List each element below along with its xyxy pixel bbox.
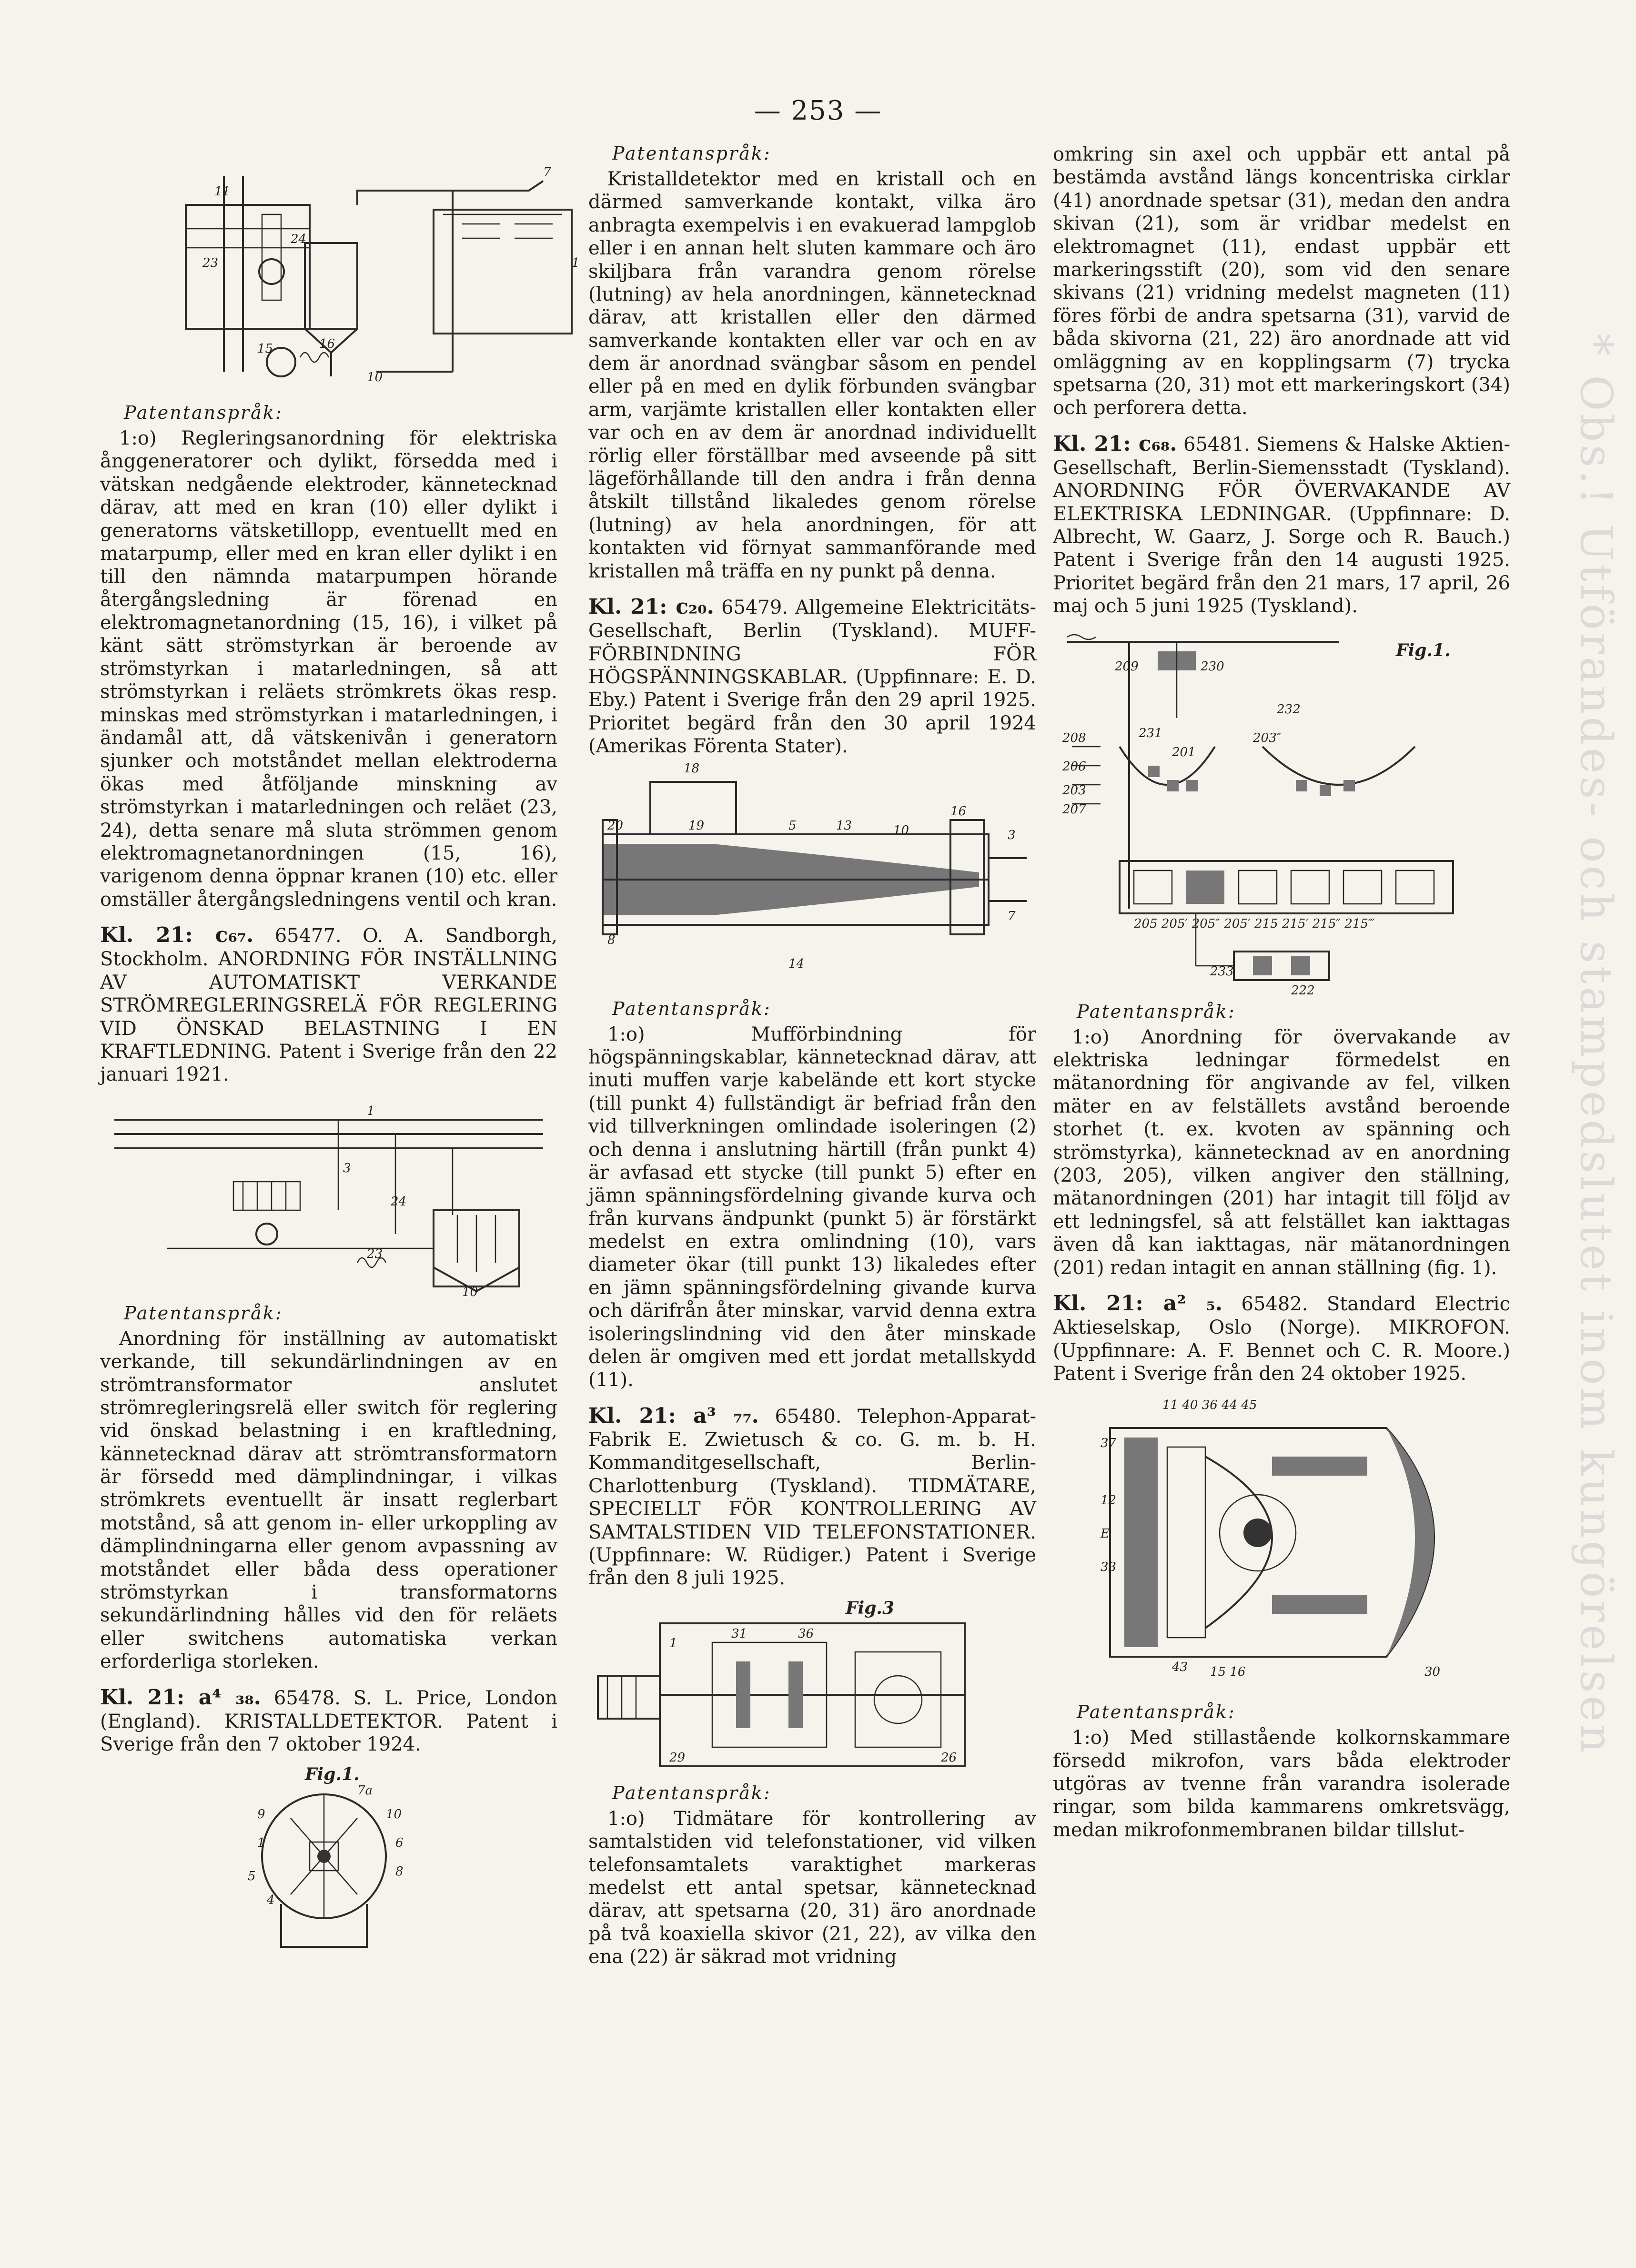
svg-text:15 16: 15 16 <box>1210 1665 1246 1680</box>
svg-text:231: 231 <box>1139 726 1162 740</box>
svg-text:23: 23 <box>367 1246 383 1261</box>
svg-text:37: 37 <box>1101 1436 1117 1451</box>
svg-text:10: 10 <box>386 1807 402 1822</box>
svg-text:9: 9 <box>257 1807 265 1822</box>
svg-text:201: 201 <box>1172 745 1196 759</box>
svg-text:209: 209 <box>1115 659 1139 674</box>
figure-crystal-detector <box>100 1761 557 1961</box>
svg-text:16: 16 <box>319 337 335 351</box>
svg-text:7a: 7a <box>357 1783 373 1798</box>
patent-entry-65478 <box>100 1685 557 1756</box>
svg-text:207: 207 <box>1062 802 1086 817</box>
svg-text:23: 23 <box>202 256 219 270</box>
svg-text:233: 233 <box>1210 964 1234 979</box>
svg-text:203: 203 <box>1062 783 1086 798</box>
figure-line-monitor <box>1053 623 1510 998</box>
svg-text:14: 14 <box>788 956 805 971</box>
svg-text:30: 30 <box>1424 1665 1441 1680</box>
line-monitor-svg <box>1053 623 1510 998</box>
patent-text-65482: 65482. Standard Electric Aktieselskap, Oslo (Norge). MIKROFON. (Uppfinnare: A. F. Bennet och C. R. Moore.) Patent i Sverige från den 24 oktober 1925. <box>1053 1293 1511 1385</box>
patent-text-65477: 65477. O. A. Sandborgh, Stockholm. ANORDNING FÖR INSTÄLLNING AV AUTOMATISKT VERKANDE STRÖMREGLERINGSRELÄ FÖR REGLERING VID ÖNSKAD BELASTNING I EN KRAFTLEDNING. Patent i Sverige från den 22 januari 1921. <box>100 925 557 1086</box>
svg-text:E: E <box>1101 1527 1110 1541</box>
claim-label-6: Patentanspråk: <box>1077 1001 1236 1022</box>
svg-text:8: 8 <box>395 1864 404 1879</box>
patent-entry-65482 <box>1053 1291 1510 1385</box>
figure-cable-joint <box>588 763 1036 992</box>
patent-class-65480: Kl. 21: a³ ₇₇. <box>588 1403 759 1428</box>
figure-timer <box>588 1595 1036 1776</box>
claim-text-1: 1:o) Regleringsanordning för elektriska ånggeneratorer och dylikt, försedda med i vätskan nedgående elektroder, kännetecknad därav, att med en kran (10) eller dylikt i generatorns vätsketillopp, eventuellt med en matarpump, eller med en kran eller dylikt i en till den nämnda matarpumpen hörande återgångsledning är förenad en elektromagnetanordning (15, 16), i vilket på känt sätt strömstyrkan är beroende av strömstyrkan i matarledningen, så att strömstyrkan i reläets strömkrets ökas resp. minskas med strömstyrkan i matarledningen, i ändamål att, då vätskenivån i generatorn sjunker och motståndet mellan elektroderna ökas med åtföljande minskning av strömstyrkan i matarledningen och reläet (23, 24), detta senare må sluta strömmen genom elektromagnetanordningen (15, 16), varigenom denna öppnar kranen (10) etc. eller omställer återgångsledningens ventil och kran. <box>100 427 557 911</box>
svg-text:232: 232 <box>1277 702 1301 717</box>
patent-class-65479: Kl. 21: c₂₀. <box>588 595 714 619</box>
svg-text:12: 12 <box>1101 1493 1117 1508</box>
svg-text:3: 3 <box>343 1161 351 1175</box>
svg-text:11 40 36 44 45: 11 40 36 44 45 <box>1162 1398 1257 1413</box>
claim-text-5: 1:o) Tidmätare för kontrollering av samtalstiden vid telefonstationer, vid vilken telefonsamtalets varaktighet markeras medelst ett antal spetsar, kännetecknad därav, att spetsarna (20, 31) äro anordnade på två koaxiella skivor (21, 22), av vilka den ena (22) är säkrad mot vridning <box>588 1807 1036 1968</box>
claim-label-5: Patentanspråk: <box>612 1782 771 1803</box>
claim-label-1: Patentanspråk: <box>124 402 283 423</box>
svg-text:13: 13 <box>836 818 852 833</box>
claim-text-6: 1:o) Anordning för övervakande av elektriska ledningar förmedelst en mätanordning för angivande av fel, vilken mäter en av felställets avstånd beroende storhet (t. ex. kvoten av spänning och strömstyrka), kännetecknad av en anordning (203, 205), vilken angiver den ställning, mätanordningen (201) har intagit till följd av ett ledningsfel, så att felstället kan iakttagas även då kan iakttagas, när mätanordningen (201) redan intagit en annan ställning (fig. 1). <box>1053 1026 1510 1279</box>
svg-text:10: 10 <box>367 370 383 385</box>
svg-text:26: 26 <box>941 1750 957 1765</box>
svg-text:7: 7 <box>1008 909 1016 923</box>
svg-text:205 205′ 205″ 205′ 215 215′: 205 205′ 205″ 205′ 215 215′ 215″ 215‴ <box>1134 916 1375 931</box>
svg-text:1: 1 <box>572 256 580 270</box>
patent-class-65481: Kl. 21: c₆₈. <box>1053 431 1177 456</box>
svg-text:16: 16 <box>950 804 967 819</box>
figure-transformer-diagram <box>100 1091 557 1299</box>
svg-text:31: 31 <box>731 1626 747 1641</box>
claim-text-3: Kristalldetektor med en kristall och en därmed samverkande kontakt, vilka äro anbragta exempelvis i en evakuerad lampglob eller i en annan helt sluten kammare och äro skiljbara från varandra genom rörelse (lutning) av hela anordningen, kännetecknad därav, att kristallen eller den därmed samverkande kontakten eller var och en av dem är anordnad svängbar såsom en pendel eller på en med en dylik förbunden svängbar arm, varjämte kristallen eller kontakten eller var och en av dem är anordnad individuellt rörlig eller förställbar med avseende på sitt lägeförhållande till den andra i från denna åtskilt tillstånd likaledes genom rörelse (lutning) av hela anordningen, för att kontakten vid förnyat sammanförande med kristallen må träffa en ny punkt på denna. <box>588 168 1036 582</box>
patent-entry-65481 <box>1053 431 1510 618</box>
svg-text:222: 222 <box>1291 983 1315 998</box>
patent-text-65478: 65478. S. L. Price, London (England). KRISTALLDETEKTOR. Patent i Sverige från den 7 oktober 1924. <box>100 1687 557 1756</box>
side-watermark: * Obs.! Utförandes- och stampedslutet inom kungörelsen <box>1571 334 1622 1756</box>
microphone-svg <box>1053 1390 1510 1695</box>
fig1-label: Fig.1. <box>1396 640 1451 660</box>
claim-text-7: 1:o) Med stillastående kolkornskammare försedd mikrofon, vars båda elektroder utgöras av tvenne från varandra isolerade ringar, som bilda kammarens omkretsvägg, medan mikrofonmembranen bildar tillslut- <box>1053 1727 1510 1841</box>
svg-text:33: 33 <box>1101 1560 1117 1575</box>
svg-text:10: 10 <box>462 1285 478 1299</box>
fig-label-crystal: Fig.1. <box>305 1764 360 1784</box>
svg-text:10: 10 <box>893 823 909 838</box>
transformer-diagram-svg <box>100 1091 557 1299</box>
column-3 <box>1053 143 1510 1842</box>
svg-text:24: 24 <box>291 232 307 246</box>
svg-text:7: 7 <box>543 165 551 180</box>
svg-text:43: 43 <box>1172 1660 1188 1675</box>
svg-text:36: 36 <box>798 1626 814 1641</box>
svg-text:230: 230 <box>1201 659 1224 674</box>
claim-text-2: Anordning för inställning av automatiskt verkande, till sekundärlindningen av en strömtransformator anslutet strömregleringsrelä eller switch för reglering vid önskad belastning i en kraftledning, kännetecknad därav att strömtransformatorn är försedd med dämplindningar, i vilkas strömkrets eventuellt är insatt reglerbart motstånd, så att genom in- eller urkoppling av dämplindningarna eller genom avpassning av motståndet eller båda dess operationer strömstyrkan i transformatorns sekundärlindning hålles vid den för reläets eller switchens automatiska verkan erforderliga storleken. <box>100 1327 557 1673</box>
figure-regulator-diagram <box>100 148 580 395</box>
svg-text:203″: 203″ <box>1253 730 1282 745</box>
patent-entry-65479 <box>588 594 1036 758</box>
svg-text:18: 18 <box>684 761 700 776</box>
svg-text:19: 19 <box>688 818 705 833</box>
patent-text-65481: 65481. Siemens & Halske Aktien-Gesellschaft, Berlin-Siemensstadt (Tyskland). ANORDNING FÖR ÖVERVAKANDE AV ELEKTRISKA LEDNINGAR. (Uppfinnare: D. Albrecht, W. Gaarz, J. Sorge och R. Bauch.) Patent i Sverige från den 14 augusti 1925. Prioritet begärd från den 21 mars, 17 april, 26 maj och 5 juni 1925 (Tyskland). <box>1053 433 1510 618</box>
page-number: — 253 — <box>754 95 882 126</box>
svg-text:5: 5 <box>248 1869 256 1883</box>
claim-text-continued: omkring sin axel och uppbär ett antal på bestämda avstånd längs koncentriska cirklar (41) anordnade spetsar (31), medan den andra skivan (21), som är vridbar medelst en elektromagnet (11), endast uppbär ett markeringsstift (20), som vid den senare skivans (21) vridning medelst magneten (11) föres förbi de andra spetsarna (31), varvid de båda skivorna (21, 22) äro anordnade att vid omläggning av en kopplingsarm (7) trycka spetsarna (20, 31) mot ett markeringskort (34) och perforera detta. <box>1053 143 1510 419</box>
svg-text:6: 6 <box>395 1835 404 1850</box>
cable-joint-svg <box>588 763 1036 992</box>
svg-text:3: 3 <box>1008 828 1016 842</box>
column-2 <box>588 143 1036 1968</box>
timer-svg <box>588 1595 1036 1776</box>
column-1 <box>100 143 580 1966</box>
claim-label-2: Patentanspråk: <box>124 1302 283 1324</box>
svg-text:4: 4 <box>267 1893 275 1907</box>
svg-text:208: 208 <box>1062 730 1086 745</box>
svg-text:11: 11 <box>214 184 231 199</box>
patent-entry-65480 <box>588 1403 1036 1590</box>
svg-text:20: 20 <box>607 818 624 833</box>
claim-label-3: Patentanspråk: <box>612 143 771 164</box>
svg-text:8: 8 <box>607 932 616 947</box>
patent-entry-65477 <box>100 922 557 1086</box>
patent-class-65477: Kl. 21: c₆₇. <box>100 923 254 948</box>
regulator-diagram-svg <box>100 148 580 395</box>
svg-text:15: 15 <box>257 342 273 356</box>
figure-microphone <box>1053 1390 1510 1695</box>
svg-text:1: 1 <box>257 1835 265 1850</box>
svg-text:206: 206 <box>1062 759 1086 774</box>
claim-label-7: Patentanspråk: <box>1077 1701 1236 1723</box>
svg-text:1: 1 <box>367 1104 375 1118</box>
svg-text:5: 5 <box>788 818 797 833</box>
patent-text-65480: 65480. Telephon-Apparat-Fabrik E. Zwietusch & co. G. m. b. H. Kommanditgesellschaft, Berlin-Charlottenburg (Tyskland). TIDMÄTARE, SPECIELLT FÖR KONTROLLERING AV SAMTALSTIDEN VID TELEFONSTATIONER. (Uppfinnare: W. Rüdiger.) Patent i Sverige från den 8 juli 1925. <box>588 1405 1036 1590</box>
patent-class-65482: Kl. 21: a² ₅. <box>1053 1291 1223 1316</box>
crystal-detector-svg <box>100 1761 557 1961</box>
svg-text:1: 1 <box>669 1636 677 1650</box>
svg-text:24: 24 <box>391 1194 407 1209</box>
claim-label-4: Patentanspråk: <box>612 998 771 1019</box>
claim-text-4: 1:o) Mufförbindning för högspänningskablar, kännetecknad därav, att inuti muffen varje kabelände ett kort stycke (till punkt 4) fullständigt är befriad från den vid tillverkningen omlindade isoleringen (2) och denna i anslutning härtill (från punkt 4) är avfasad ett stycke (till punkt 5) efter en jämn spänningsfördelning givande kurva och från kurvans ändpunkt (punkt 5) är förstärkt medelst en extra omlindning (10), vars diameter ökar (till punkt 13) likaledes efter en jämn spänningsfördelning givande kurva och därifrån åter minskar, varvid denna extra isoleringslindning vid den åter minskade delen är omgiven med ett jordat metallskydd (11). <box>588 1023 1036 1391</box>
svg-text:29: 29 <box>669 1750 686 1765</box>
patent-text-65479: 65479. Allgemeine Elektricitäts-Gesellschaft, Berlin (Tyskland). MUFF-FÖRBINDNING FÖR HÖGSPÄNNINGSKABLAR. (Uppfinnare: E. D. Eby.) Patent i Sverige från den 29 april 1925. Prioritet begärd från den 30 april 1924 (Amerikas Förenta Stater). <box>588 597 1037 758</box>
patent-class-65478: Kl. 21: a⁴ ₃₈. <box>100 1685 261 1710</box>
fig3-label: Fig.3 <box>846 1598 894 1618</box>
